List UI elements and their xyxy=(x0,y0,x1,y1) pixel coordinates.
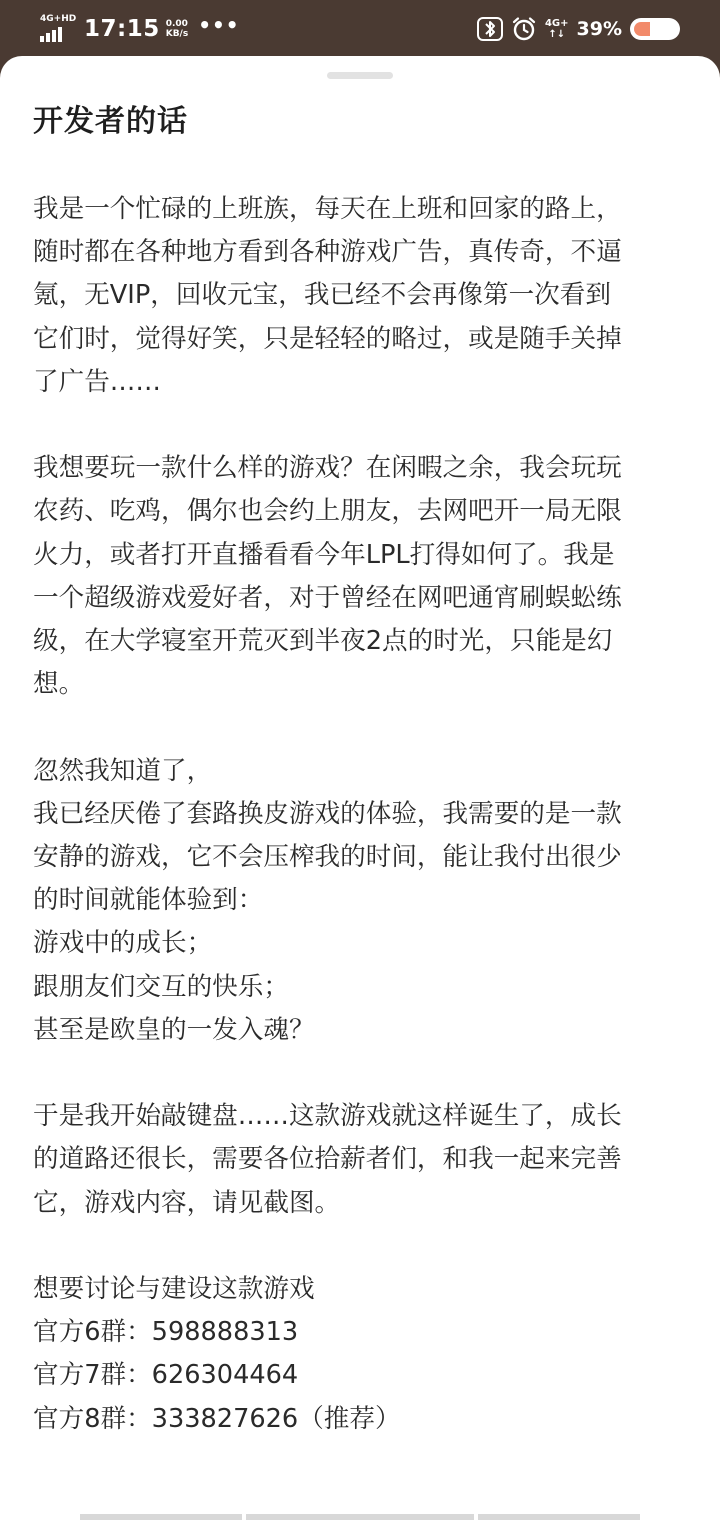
speed-value: 0.00 xyxy=(165,19,188,29)
text-line: 它们时，觉得好笑，只是轻轻的略过，或是随手关掉 xyxy=(33,323,622,354)
text-line: 跟朋友们交互的快乐； xyxy=(33,971,289,1002)
text-line: 它，游戏内容，请见截图。 xyxy=(33,1187,341,1218)
text-line: 火力，或者打开直播看看今年LPL打得如何了。我是 xyxy=(33,539,615,570)
network-label: 4G+HD xyxy=(40,14,77,24)
status-left xyxy=(40,12,240,46)
text-line: 了广告…… xyxy=(33,366,161,397)
text-line: 的道路还很长，需要各位拾薪者们，和我一起来完善 xyxy=(33,1144,622,1175)
speed-unit: KB/s xyxy=(165,29,189,39)
battery-percent: 39% xyxy=(576,18,622,40)
battery-icon xyxy=(630,18,680,40)
developer-notes-sheet xyxy=(0,56,720,1520)
page-title: 开发者的话 xyxy=(33,104,188,139)
text-line: 级，在大学寝室开荒灭到半夜2点的时光，只能是幻 xyxy=(33,626,613,657)
text-line: 于是我开始敲键盘……这款游戏就这样诞生了，成长 xyxy=(33,1101,622,1132)
alarm-icon xyxy=(511,16,537,42)
paragraph xyxy=(33,750,693,1052)
paragraph xyxy=(33,1268,693,1441)
more-notifications-icon: ••• xyxy=(198,13,240,37)
text-line: 官方8群：333827626（推荐） xyxy=(33,1403,401,1434)
paragraph xyxy=(33,447,693,706)
network-speed xyxy=(166,19,188,39)
signal-icon xyxy=(40,14,77,44)
text-line: 想要讨论与建设这款游戏 xyxy=(33,1274,315,1305)
paragraph xyxy=(33,188,693,404)
text-line: 官方6群：598888313 xyxy=(33,1317,299,1348)
clock: 17:15 xyxy=(84,16,160,42)
text-line: 随时都在各种地方看到各种游戏广告，真传奇，不逼 xyxy=(33,237,622,268)
status-bar xyxy=(0,0,720,58)
status-right xyxy=(477,12,680,46)
drag-handle[interactable] xyxy=(327,72,393,79)
text-line: 忽然我知道了， xyxy=(33,755,213,786)
text-line: 安静的游戏，它不会压榨我的时间，能让我付出很少 xyxy=(33,842,622,873)
bottom-scroll-indicator xyxy=(80,1514,640,1520)
developer-message xyxy=(33,188,693,1484)
battery-fill xyxy=(634,22,650,36)
bluetooth-vibrate-icon xyxy=(477,16,503,42)
text-line: 氪，无VIP，回收元宝，我已经不会再像第一次看到 xyxy=(33,280,611,311)
text-line: 一个超级游戏爱好者，对于曾经在网吧通宵刷蜈蚣练 xyxy=(33,582,622,613)
text-line: 甚至是欧皇的一发入魂？ xyxy=(33,1014,315,1045)
network2-label: 4G+ xyxy=(544,18,569,29)
text-line: 农药、吃鸡，偶尔也会约上朋友，去网吧开一局无限 xyxy=(33,496,622,527)
text-line: 我已经厌倦了套路换皮游戏的体验，我需要的是一款 xyxy=(33,798,622,829)
text-line: 我想要玩一款什么样的游戏？在闲暇之余，我会玩玩 xyxy=(33,453,622,484)
text-line: 想。 xyxy=(33,669,85,700)
mobile-data-indicator xyxy=(545,18,569,40)
text-line: 官方7群：626304464 xyxy=(33,1360,299,1391)
network2-activity: ↑↓ xyxy=(548,29,566,40)
text-line: 游戏中的成长； xyxy=(33,928,213,959)
paragraph xyxy=(33,1095,693,1225)
text-line: 我是一个忙碌的上班族，每天在上班和回家的路上， xyxy=(33,194,622,224)
text-line: 的时间就能体验到： xyxy=(33,885,264,916)
